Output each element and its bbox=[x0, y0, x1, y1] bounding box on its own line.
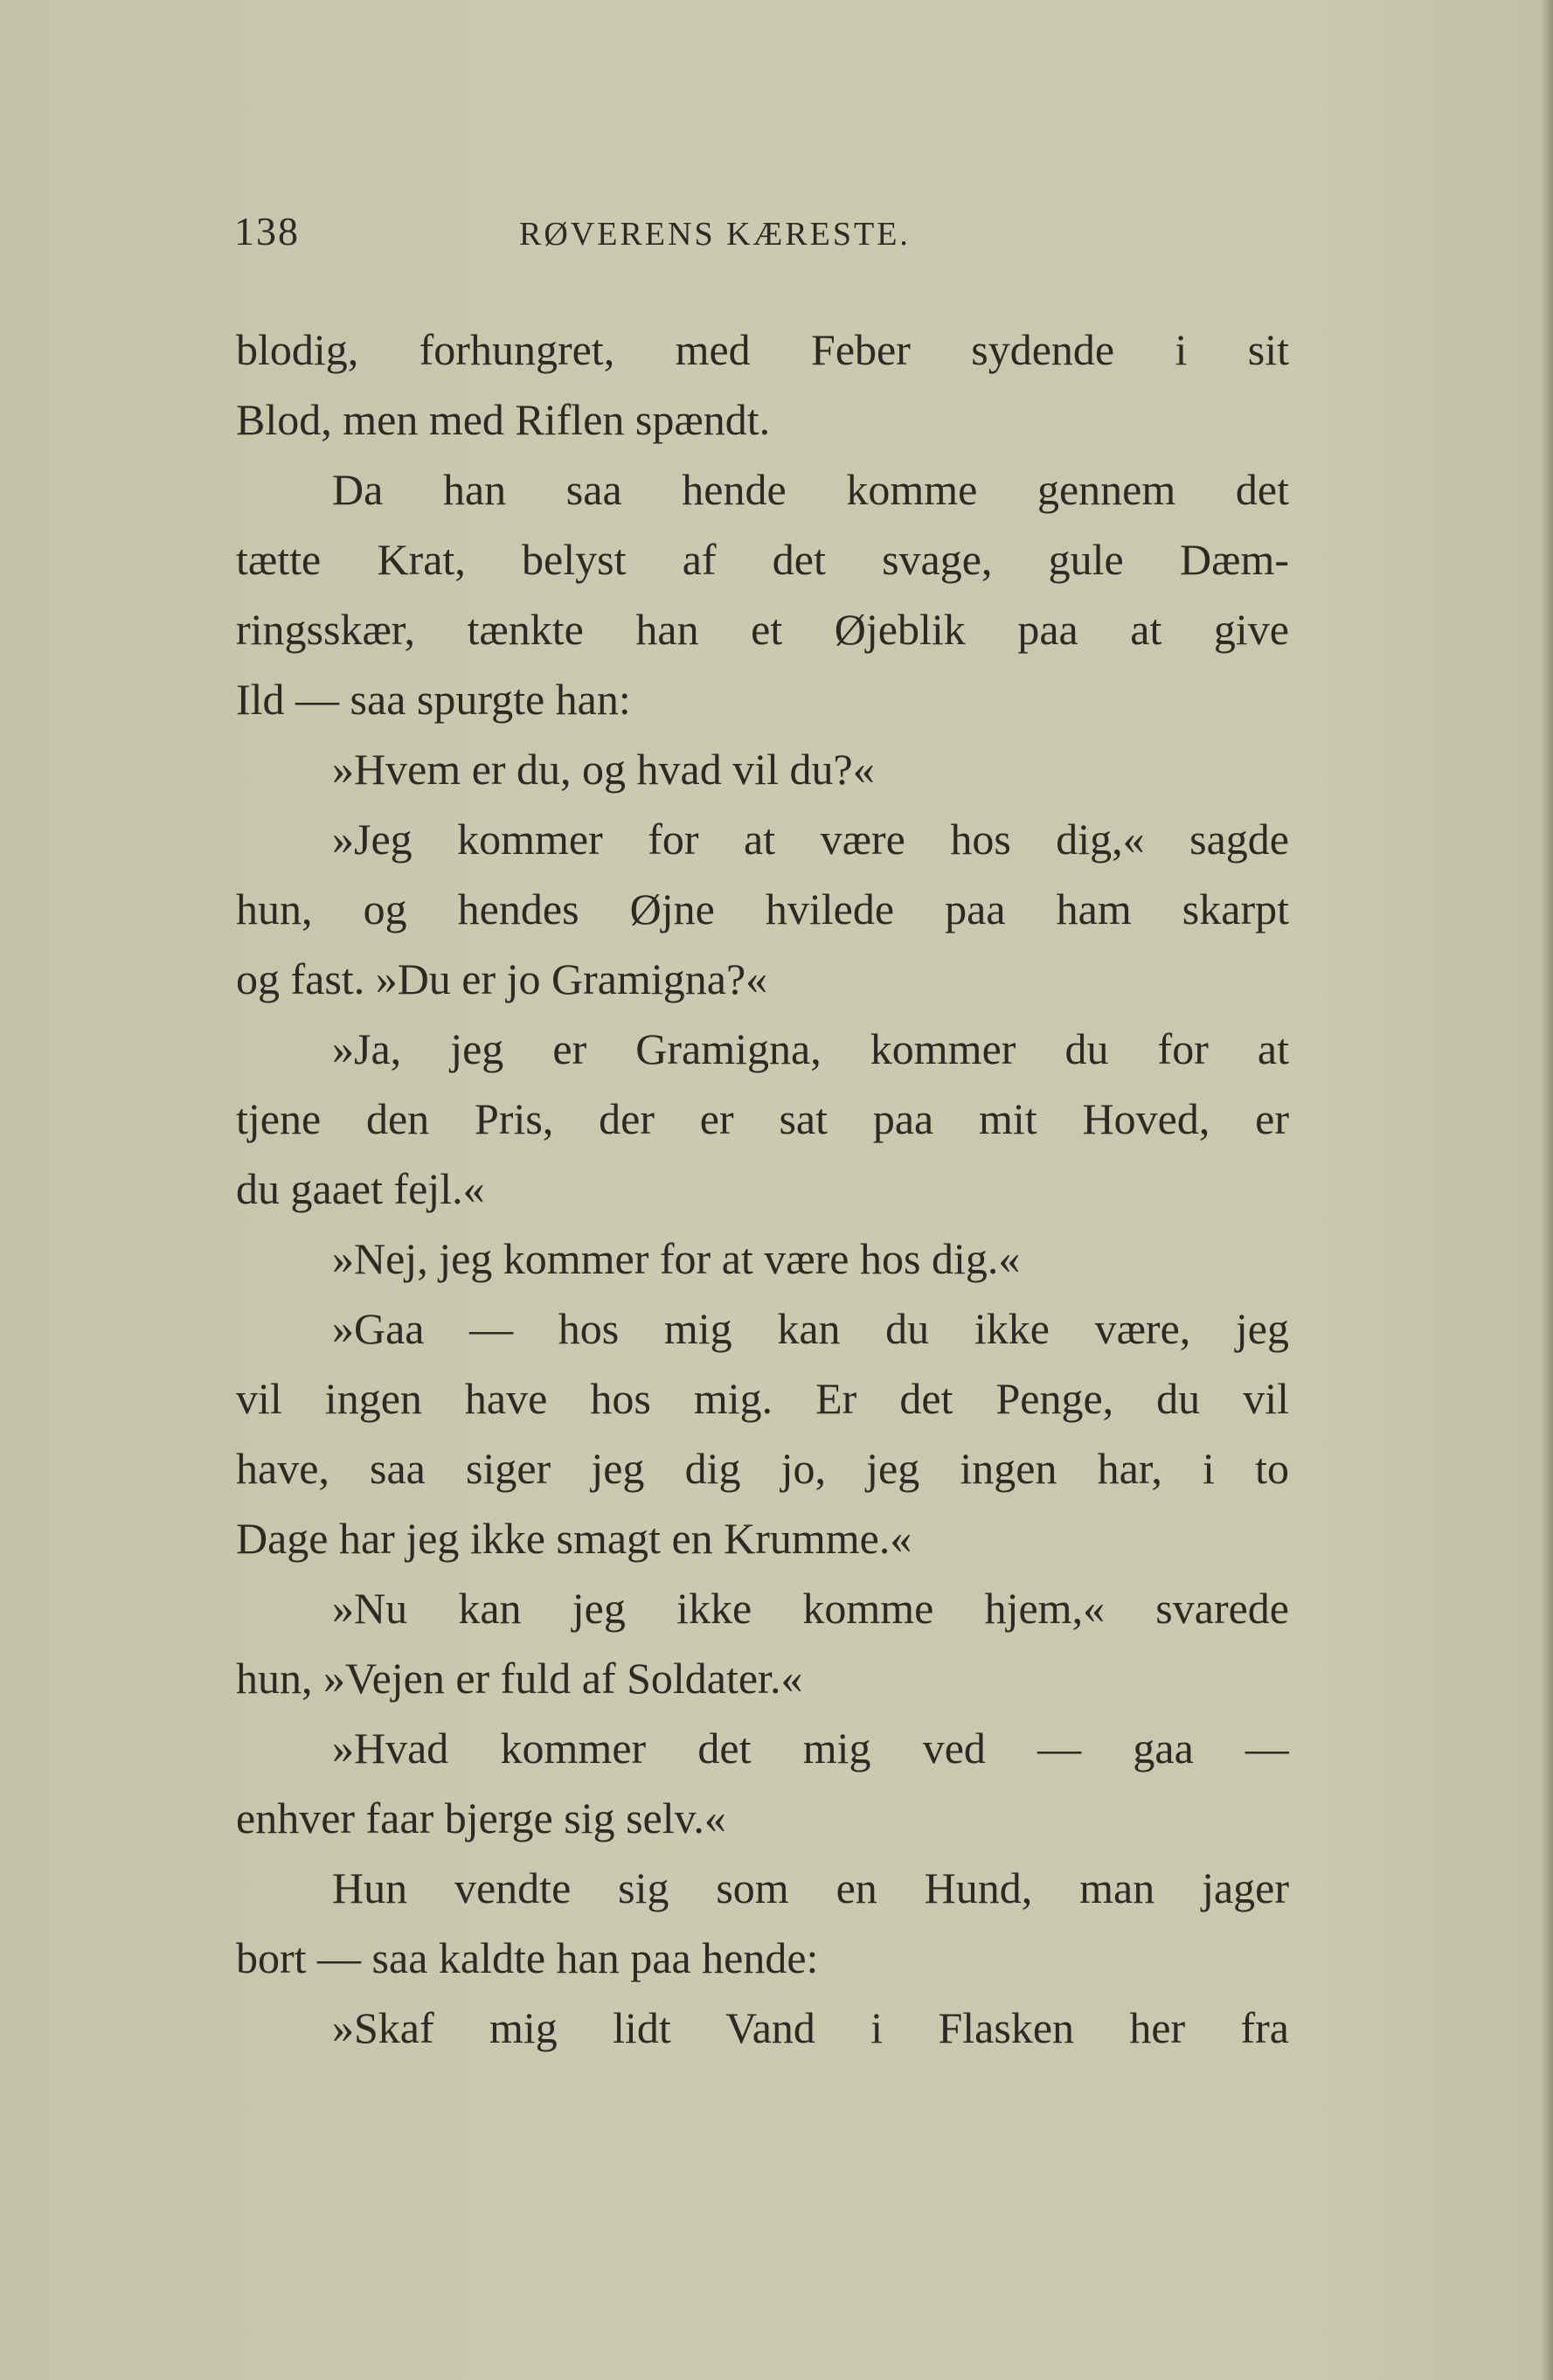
text-line: »Hvem er du, og hvad vil du?« bbox=[332, 745, 875, 794]
text-line: tjene den Pris, der er sat paa mit Hoved, er bbox=[236, 1094, 1289, 1143]
page-edge-shadow bbox=[1541, 0, 1553, 2380]
page-number: 138 bbox=[234, 209, 300, 253]
text-line: »Skaf mig lidt Vand i Flasken her fra bbox=[332, 2003, 1289, 2052]
text-line: »Nu kan jeg ikke komme hjem,« svarede bbox=[332, 1584, 1289, 1633]
text-line: ringsskær, tænkte han et Øjeblik paa at give bbox=[236, 605, 1289, 654]
text-line: »Ja, jeg er Gramigna, kommer du for at bbox=[332, 1024, 1289, 1073]
text-line: Blod, men med Riflen spændt. bbox=[236, 395, 771, 444]
page-header bbox=[234, 208, 1292, 269]
text-line: du gaaet fejl.« bbox=[236, 1164, 485, 1213]
text-line: Hun vendte sig som en Hund, man jager bbox=[332, 1863, 1289, 1912]
text-line: »Jeg kommer for at være hos dig,« sagde bbox=[332, 815, 1289, 864]
text-line: »Hvad kommer det mig ved — gaa — bbox=[332, 1724, 1289, 1773]
text-line: Ild — saa spurgte han: bbox=[236, 675, 631, 724]
text-line: hun, og hendes Øjne hvilede paa ham skarpt bbox=[236, 885, 1289, 933]
text-line: hun, »Vejen er fuld af Soldater.« bbox=[236, 1654, 803, 1703]
text-line: Da han saa hende komme gennem det bbox=[332, 465, 1289, 514]
running-title: RØVERENS KÆRESTE. bbox=[519, 216, 911, 253]
text-line: vil ingen have hos mig. Er det Penge, du vil bbox=[236, 1374, 1289, 1423]
text-line: »Gaa — hos mig kan du ikke være, jeg bbox=[332, 1304, 1289, 1353]
text-line: »Nej, jeg kommer for at være hos dig.« bbox=[332, 1234, 1021, 1283]
text-line: Dage har jeg ikke smagt en Krumme.« bbox=[236, 1514, 912, 1563]
text-line: blodig, forhungret, med Feber sydende i sit bbox=[236, 325, 1289, 374]
text-line: og fast. »Du er jo Gramigna?« bbox=[236, 954, 768, 1003]
text-line: tætte Krat, belyst af det svage, gule Dæm- bbox=[236, 535, 1289, 584]
text-line: enhver faar bjerge sig selv.« bbox=[236, 1794, 726, 1842]
text-line: have, saa siger jeg dig jo, jeg ingen har, i to bbox=[236, 1444, 1289, 1493]
text-line: bort — saa kaldte han paa hende: bbox=[236, 1933, 819, 1982]
body-text bbox=[236, 315, 1289, 2063]
